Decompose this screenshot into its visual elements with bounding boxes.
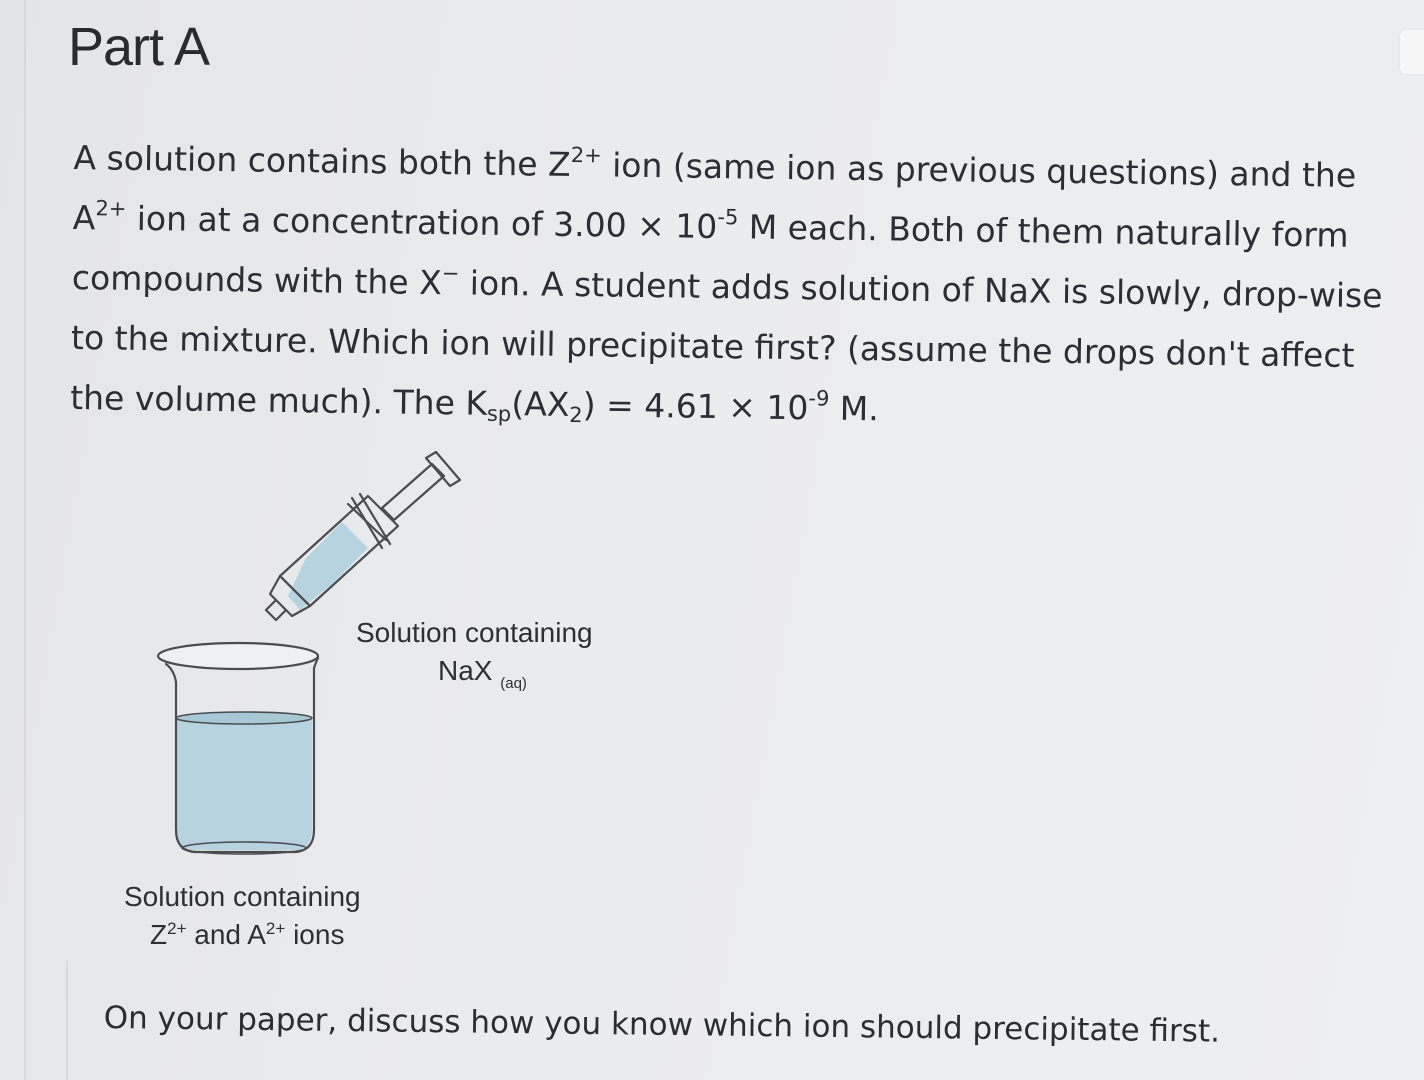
ksp-subscript: sp <box>486 401 512 427</box>
experiment-figure <box>120 450 640 970</box>
ksp-exponent: -9 <box>808 386 830 411</box>
question-line-3: compounds with the X− ion. A student adds solution of NaX is slowly, drop-wise <box>71 257 1383 316</box>
syringe-icon <box>266 452 460 620</box>
x-charge: − <box>441 261 460 286</box>
a-charge: 2+ <box>95 196 127 221</box>
question-line-5: the volume much). The $K_{sp}(AX_2) = 4.61 \times 10^{-9}$ M. <box>69 377 880 429</box>
answer-prompt: On your paper, discuss how you know which ion should precipitate first. <box>103 1000 1221 1050</box>
part-title: Part A <box>68 17 210 77</box>
question-line-4: to the mixture. Which ion will precipitate first? (assume the drops don't affect <box>70 317 1355 375</box>
collapse-toggle-button[interactable] <box>1400 30 1424 74</box>
question-line-2: $A^{2+}$ ion at a concentration of $3.00 \times 10^{-5}$ M each. Both of them naturally form <box>72 196 1349 255</box>
ax2-subscript: 2 <box>569 402 583 428</box>
syringe-label: Solution containing NaX $_{(aq)}$ <box>356 617 593 692</box>
answer-border <box>66 960 68 1080</box>
concentration-exponent: -5 <box>717 204 739 230</box>
beaker-liquid <box>176 718 312 850</box>
page-border <box>24 0 26 1080</box>
question-text <box>70 128 1394 446</box>
z-charge: 2+ <box>570 142 602 168</box>
beaker-label: Solution containing $Z^{2+}$ and $A^{2+}$ ions <box>124 881 361 950</box>
question-line-1: A solution contains both the $Z^{2+}$ ion (same ion as previous questions) and the <box>73 137 1357 195</box>
beaker-icon <box>158 643 318 854</box>
